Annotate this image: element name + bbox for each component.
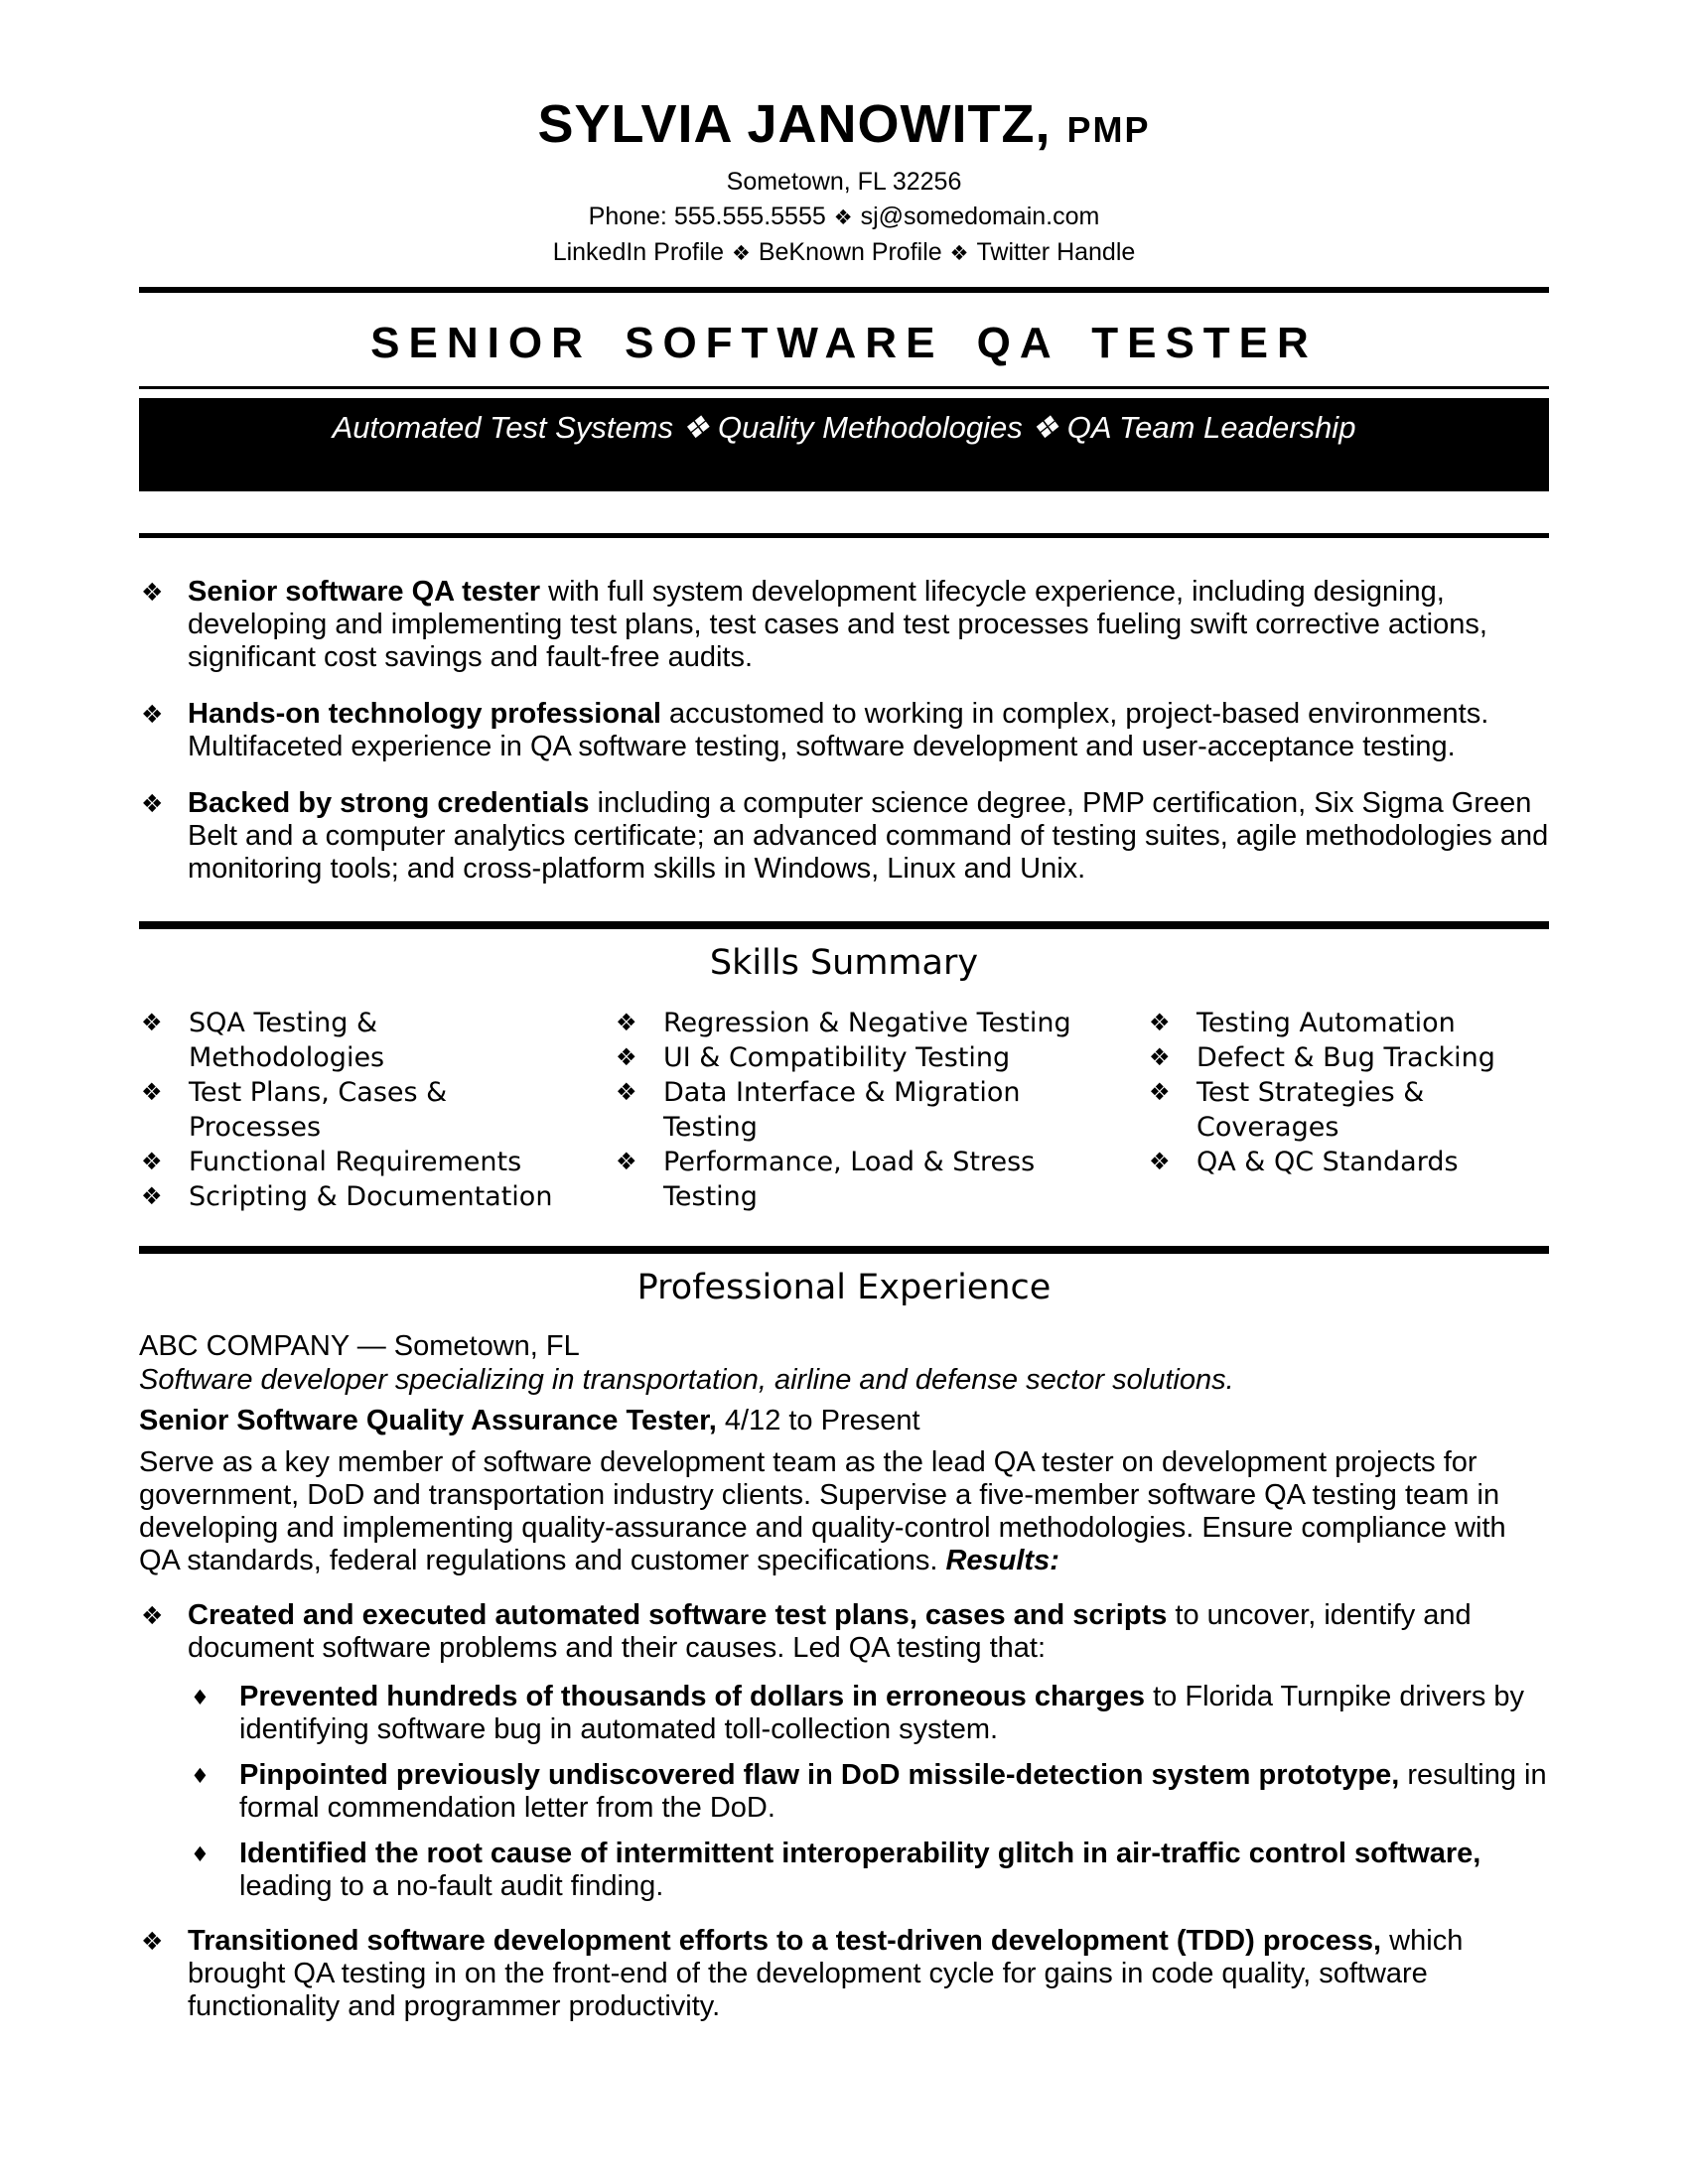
experience-sub-bullet xyxy=(191,1838,1549,1903)
skill-label: Performance, Load & Stress Testing xyxy=(663,1147,1036,1213)
skill-label: Test Plans, Cases & Processes xyxy=(189,1077,448,1144)
company-line: ABC COMPANY — Sometown, FL xyxy=(139,1330,580,1363)
diamond-bullet-icon: ❖ xyxy=(141,1009,163,1037)
bullet-lead: Prevented hundreds of thousands of dollars in erroneous charges xyxy=(239,1681,1146,1713)
skill-label: QA & QC Standards xyxy=(1196,1147,1459,1178)
experience-sub-bullet xyxy=(191,1759,1549,1825)
diamond-bullet-icon: ❖ xyxy=(1149,1009,1171,1037)
skill-item xyxy=(1147,1006,1549,1040)
skill-label: SQA Testing & Methodologies xyxy=(189,1008,385,1074)
bullet-rest: which brought QA testing in on the front-end of the development cycle for gains in code quality, software functionality and programmer productivity. xyxy=(188,1925,1464,2023)
small-diamond-bullet-icon: ♦ xyxy=(191,1764,210,1789)
skills-heading: Skills Summary xyxy=(709,943,979,984)
summary-bullet xyxy=(139,787,1549,886)
overview-text: Serve as a key member of software development team as the lead QA tester on development projects for government, DoD and transportation industry clients. Supervise a five-member software QA testing team in developing and implementing quality-assurance and quality-control methodologies. Ensure compliance with QA standards, federal regulations and customer specifications. xyxy=(139,1446,1506,1577)
bullet-rest: including a computer science degree, PMP certification, Six Sigma Green Belt and a computer analytics certificate; an advanced command of testing suites, agile methodologies and monitoring tools; and cross-platform skills in Windows, Linux and Unix. xyxy=(188,787,1549,886)
summary-section xyxy=(139,576,1549,886)
results-label: Results: xyxy=(945,1545,1059,1577)
skill-item xyxy=(614,1040,1147,1075)
diamond-separator-icon: ❖ xyxy=(949,241,969,266)
candidate-name xyxy=(139,95,1549,153)
skills-column-2 xyxy=(614,1006,1147,1214)
skill-label: Defect & Bug Tracking xyxy=(1196,1042,1495,1074)
skill-label: Scripting & Documentation xyxy=(189,1181,553,1213)
company-description: Software developer specializing in transportation, airline and defense sector solutions. xyxy=(139,1364,1234,1397)
bullet-lead: Transitioned software development efforts to a test-driven development (TDD) process, xyxy=(188,1925,1382,1958)
skill-item xyxy=(614,1006,1147,1040)
diamond-bullet-icon: ❖ xyxy=(141,1148,163,1176)
banner-divider xyxy=(139,533,1549,538)
skill-item xyxy=(139,1006,614,1075)
diamond-bullet-icon: ❖ xyxy=(141,789,164,819)
name-text: SYLVIA JANOWITZ, xyxy=(537,94,1052,154)
summary-bullet-text xyxy=(188,576,1549,674)
bullet-lead: Hands-on technology professional xyxy=(188,698,661,731)
job-title-line xyxy=(139,1404,1549,1437)
experience-section xyxy=(139,1246,1549,2023)
bullet-rest: leading to a no-fault audit finding. xyxy=(239,1870,664,1903)
skill-label: Regression & Negative Testing xyxy=(663,1008,1071,1039)
summary-bullet xyxy=(139,698,1549,763)
skill-item xyxy=(139,1075,614,1145)
skill-item xyxy=(614,1145,1147,1214)
job-dates: 4/12 to Present xyxy=(724,1405,920,1437)
diamond-bullet-icon: ❖ xyxy=(141,1601,164,1631)
skills-grid xyxy=(139,1006,1549,1214)
contact-block xyxy=(139,165,1549,271)
section-divider xyxy=(139,921,1549,929)
skill-item xyxy=(614,1075,1147,1145)
header-divider xyxy=(139,287,1549,293)
diamond-separator-icon: ❖ xyxy=(732,241,751,266)
diamond-bullet-icon: ❖ xyxy=(616,1043,637,1072)
sub-bullet-text xyxy=(239,1838,1549,1903)
bullet-lead: Created and executed automated software test plans, cases and scripts xyxy=(188,1599,1168,1632)
resume-header xyxy=(139,95,1549,271)
diamond-bullet-icon: ❖ xyxy=(1149,1043,1171,1072)
small-diamond-bullet-icon: ♦ xyxy=(191,1843,210,1867)
address-line: Sometown, FL 32256 xyxy=(726,168,962,197)
specialties-banner: Automated Test Systems ❖ Quality Methodologies ❖ QA Team Leadership xyxy=(139,398,1549,491)
diamond-bullet-icon: ❖ xyxy=(1149,1148,1171,1176)
bullet-rest: to Florida Turnpike drivers by identifying software bug in automated toll-collection system. xyxy=(239,1681,1525,1746)
experience-bullet-body xyxy=(188,1599,1549,1903)
experience-bullet-text xyxy=(188,1925,1549,2023)
bullet-lead: Pinpointed previously undiscovered flaw in DoD missile-detection system prototype, xyxy=(239,1759,1400,1792)
sub-bullet-text xyxy=(239,1759,1549,1825)
sub-bullet-text xyxy=(239,1681,1549,1746)
skill-item xyxy=(139,1179,614,1214)
bullet-rest: accustomed to working in complex, project-based environments. Multifaceted experience in QA software testing, software development and user-acceptance testing. xyxy=(188,698,1489,763)
experience-heading: Professional Experience xyxy=(636,1268,1052,1308)
bullet-rest: with full system development lifecycle experience, including designing, developing and implementing test plans, test cases and test processes fueling swift corrective actions, significant cost savings and fault-free audits. xyxy=(188,576,1487,674)
skills-column-3 xyxy=(1147,1006,1549,1214)
diamond-bullet-icon: ❖ xyxy=(141,1927,164,1957)
linkedin-link[interactable]: LinkedIn Profile xyxy=(552,238,725,267)
skill-item xyxy=(1147,1075,1549,1145)
skill-label: UI & Compatibility Testing xyxy=(663,1042,1011,1074)
diamond-separator-icon: ❖ xyxy=(833,205,853,230)
bullet-lead: Senior software QA tester xyxy=(188,576,541,609)
diamond-bullet-icon: ❖ xyxy=(141,700,164,730)
email-link[interactable]: sj@somedomain.com xyxy=(860,203,1100,231)
skill-label: Data Interface & Migration Testing xyxy=(663,1077,1021,1144)
experience-bullets xyxy=(139,1599,1549,2023)
experience-sub-bullet xyxy=(191,1681,1549,1746)
diamond-bullet-icon: ❖ xyxy=(616,1009,637,1037)
diamond-bullet-icon: ❖ xyxy=(616,1078,637,1107)
skills-section xyxy=(139,921,1549,1214)
profiles-line xyxy=(139,235,1549,271)
title-divider xyxy=(139,386,1549,389)
section-divider xyxy=(139,1246,1549,1254)
experience-bullet xyxy=(139,1925,1549,2023)
summary-bullet-text xyxy=(188,698,1549,763)
resume-title: SENIOR SOFTWARE QA TESTER xyxy=(370,319,1318,368)
diamond-bullet-icon: ❖ xyxy=(616,1148,637,1176)
diamond-bullet-icon: ❖ xyxy=(141,1078,163,1107)
skill-item xyxy=(1147,1040,1549,1075)
job-title: Senior Software Quality Assurance Tester, xyxy=(139,1405,717,1437)
summary-bullet-text xyxy=(188,787,1549,886)
beknown-link[interactable]: BeKnown Profile xyxy=(758,238,942,267)
skill-item xyxy=(139,1145,614,1179)
skill-label: Test Strategies & Coverages xyxy=(1196,1077,1425,1144)
phone-number: Phone: 555.555.5555 xyxy=(588,203,826,231)
diamond-bullet-icon: ❖ xyxy=(141,1182,163,1211)
twitter-link[interactable]: Twitter Handle xyxy=(976,238,1136,267)
summary-bullet xyxy=(139,576,1549,674)
diamond-bullet-icon: ❖ xyxy=(141,578,164,608)
experience-bullet-text xyxy=(188,1599,1549,1665)
skill-label: Testing Automation xyxy=(1196,1008,1456,1039)
phone-line xyxy=(139,200,1549,235)
bullet-rest: resulting in formal commendation letter from the DoD. xyxy=(239,1759,1547,1825)
bullet-lead: Backed by strong credentials xyxy=(188,787,590,820)
bullet-lead: Identified the root cause of intermittent interoperability glitch in air-traffic control software, xyxy=(239,1838,1481,1870)
bullet-rest: to uncover, identify and document software problems and their causes. Led QA testing that: xyxy=(188,1599,1472,1665)
skill-item xyxy=(1147,1145,1549,1179)
experience-bullet-body xyxy=(188,1925,1549,2023)
small-diamond-bullet-icon: ♦ xyxy=(191,1686,210,1710)
skills-column-1 xyxy=(139,1006,614,1214)
diamond-bullet-icon: ❖ xyxy=(1149,1078,1171,1107)
job-overview xyxy=(139,1446,1549,1577)
experience-bullet xyxy=(139,1599,1549,1903)
skill-label: Functional Requirements xyxy=(189,1147,522,1178)
credential-text: PMP xyxy=(1066,109,1151,150)
